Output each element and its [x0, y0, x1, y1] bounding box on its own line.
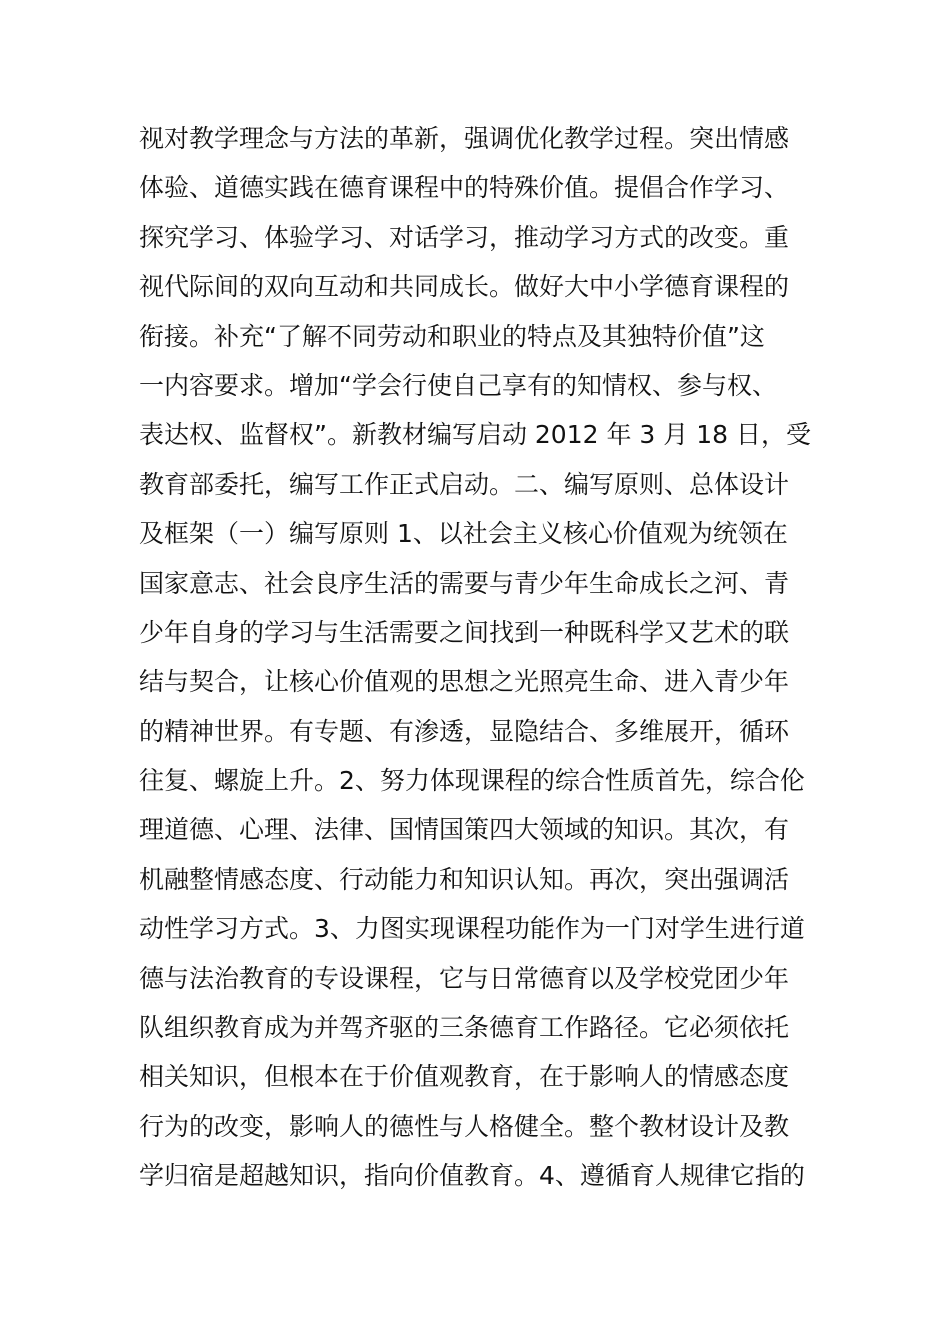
- text-line: 往复、螺旋上升。2、努力体现课程的综合性质首先，综合伦: [139, 766, 805, 796]
- text-line: 理道德、心理、法律、国情国策四大领域的知识。其次，有: [139, 815, 790, 845]
- body-text: [139, 114, 829, 1201]
- text-line: 学归宿是超越知识，指向价值教育。4、遵循育人规律它指的: [139, 1161, 805, 1191]
- text-line: 表达权、监督权”。新教材编写启动 2012 年 3 月 18 日，受: [139, 420, 811, 450]
- text-line: 体验、道德实践在德育课程中的特殊价值。提倡合作学习、: [139, 173, 790, 203]
- text-line: 德与法治教育的专设课程，它与日常德育以及学校党团少年: [139, 963, 790, 993]
- text-line: 结与契合，让核心价值观的思想之光照亮生命、进入青少年: [139, 667, 790, 697]
- text-line: 视对教学理念与方法的革新，强调优化教学过程。突出情感: [139, 124, 790, 153]
- text-line: 少年自身的学习与生活需要之间找到一种既科学又艺术的联: [139, 617, 790, 647]
- text-line: 教育部委托，编写工作正式启动。二、编写原则、总体设计: [139, 469, 790, 499]
- text-line: 相关知识，但根本在于价值观教育，在于影响人的情感态度: [139, 1062, 790, 1092]
- text-line: 及框架（一）编写原则 1、以社会主义核心价值观为统领在: [139, 519, 788, 549]
- text-line: 动性学习方式。3、力图实现课程功能作为一门对学生进行道: [139, 914, 805, 944]
- text-line: 衔接。补充“了解不同劳动和职业的特点及其独特价值”这: [139, 321, 765, 351]
- text-line: 视代际间的双向互动和共同成长。做好大中小学德育课程的: [139, 272, 790, 302]
- text-line: 探究学习、体验学习、对话学习，推动学习方式的改变。重: [139, 222, 790, 252]
- text-line: 行为的改变，影响人的德性与人格健全。整个教材设计及教: [139, 1111, 790, 1141]
- text-line: 国家意志、社会良序生活的需要与青少年生命成长之河、青: [139, 568, 790, 598]
- text-line: 机融整情感态度、行动能力和知识认知。再次，突出强调活: [139, 864, 790, 894]
- text-line: 队组织教育成为并驾齐驱的三条德育工作路径。它必须依托: [139, 1013, 790, 1043]
- text-line: 的精神世界。有专题、有渗透，显隐结合、多维展开，循环: [139, 716, 790, 746]
- text-line: 一内容要求。增加“学会行使自己享有的知情权、参与权、: [139, 370, 777, 400]
